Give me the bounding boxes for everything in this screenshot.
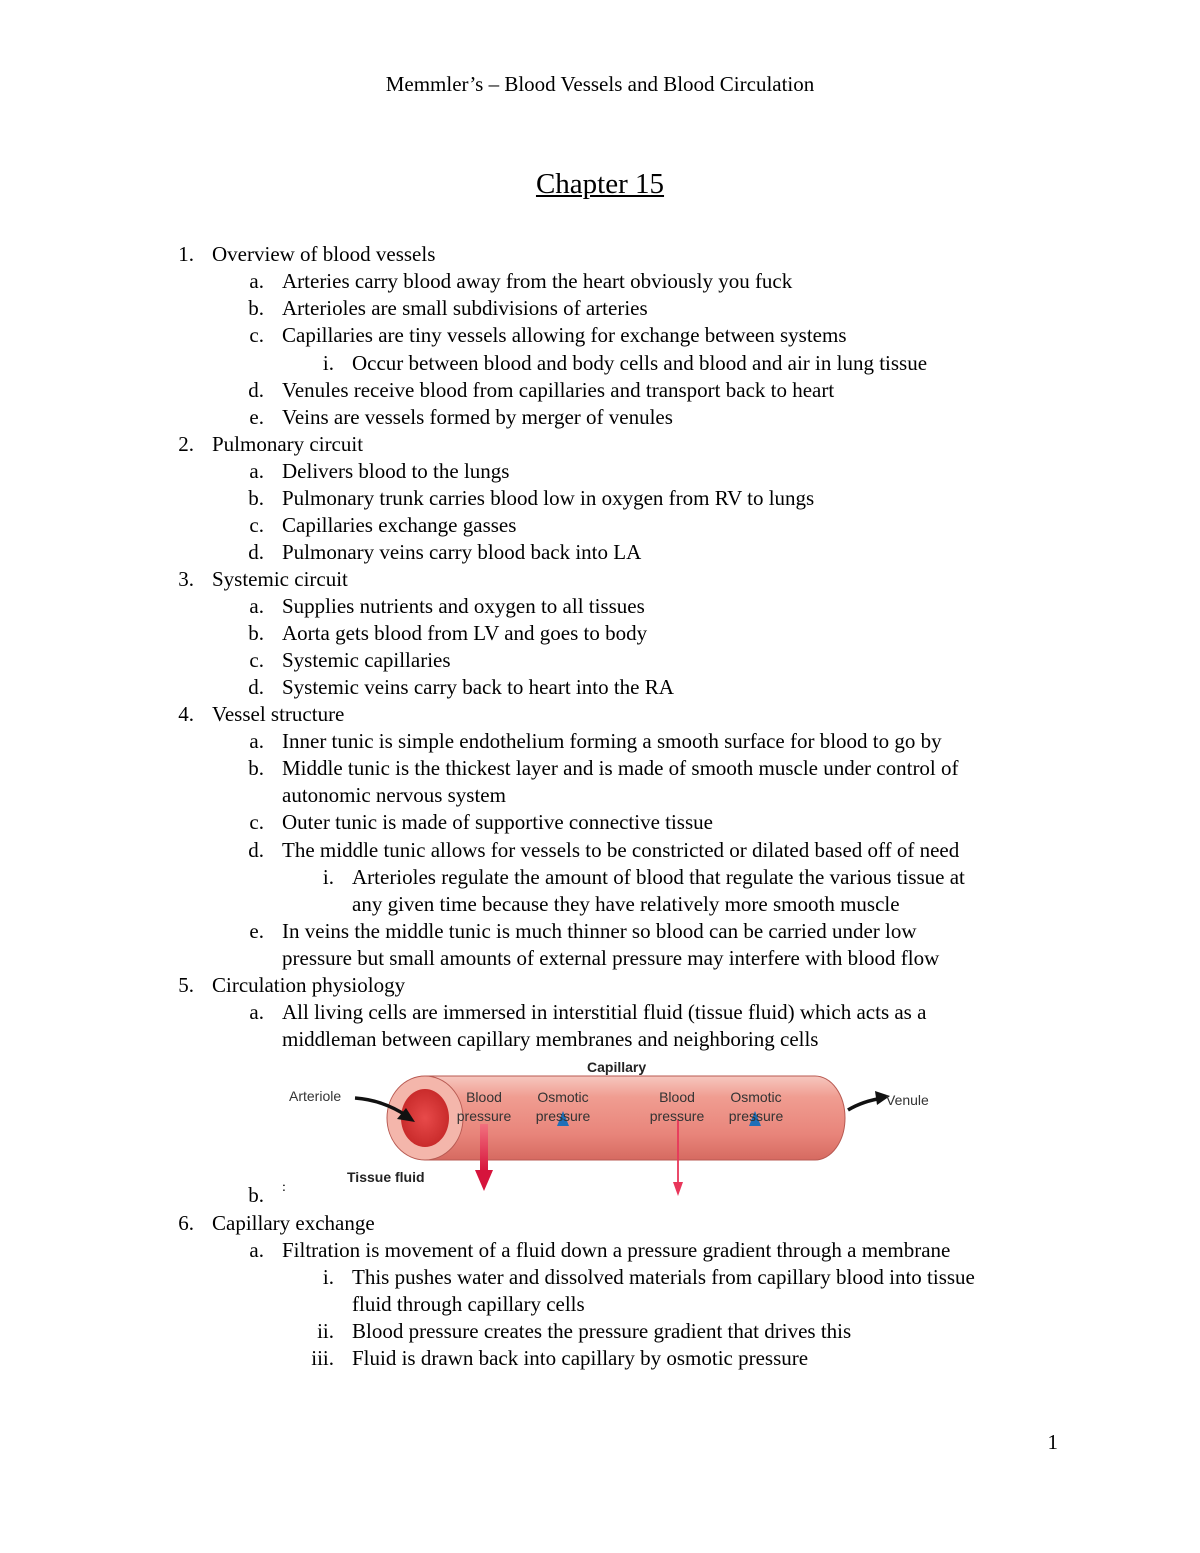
list-marker: 2. [178, 432, 194, 456]
blood-pressure-label-2: pressure [649, 1108, 705, 1124]
list-item: The middle tunic allows for vessels to be constricted or dilated based off of need [282, 838, 960, 862]
section-heading: Circulation physiology [212, 973, 406, 997]
list-item: Outer tunic is made of supportive connective tissue [282, 810, 713, 834]
page-header: Memmler’s – Blood Vessels and Blood Circulation [385, 72, 815, 96]
list-item: Arterioles are small subdivisions of arteries [282, 296, 648, 320]
list-marker: iii. [311, 1346, 334, 1370]
osmotic-pressure-label-1: Osmotic [537, 1089, 589, 1105]
venule-label: Venule [886, 1092, 929, 1108]
list-item: Supplies nutrients and oxygen to all tissues [282, 594, 645, 618]
list-marker: i. [322, 1265, 334, 1289]
section-heading: Pulmonary circuit [212, 432, 364, 456]
list-item: Fluid is drawn back into capillary by osmotic pressure [352, 1346, 809, 1370]
list-marker: d. [248, 378, 264, 402]
chapter-title: Chapter 15 [535, 168, 665, 200]
capillary-diagram [285, 1058, 945, 1198]
list-marker: c. [249, 323, 264, 347]
list-marker: c. [249, 648, 264, 672]
section-heading: Vessel structure [212, 702, 345, 726]
list-item: Middle tunic is the thickest layer and is made of smooth muscle under control of [282, 756, 959, 780]
list-marker: e. [249, 919, 264, 943]
list-marker: ii. [317, 1319, 334, 1343]
list-item: Occur between blood and body cells and blood and air in lung tissue [352, 351, 928, 375]
list-marker: c. [249, 513, 264, 537]
list-marker: 3. [178, 567, 194, 591]
list-marker: c. [249, 810, 264, 834]
list-item-continuation: middleman between capillary membranes and neighboring cells [282, 1027, 819, 1051]
blood-pressure-label-2: Blood [659, 1089, 695, 1105]
tissue-fluid-label: Tissue fluid [347, 1169, 425, 1185]
list-marker: a. [249, 269, 264, 293]
osmotic-pressure-label-1: pressure [535, 1108, 591, 1124]
list-marker: i. [322, 351, 334, 375]
list-item: Aorta gets blood from LV and goes to body [282, 621, 648, 645]
list-item-continuation: any given time because they have relatively more smooth muscle [352, 892, 900, 916]
list-marker: a. [249, 1000, 264, 1024]
list-item: Capillaries exchange gasses [282, 513, 517, 537]
list-item: Delivers blood to the lungs [282, 459, 510, 483]
list-marker: b. [248, 296, 264, 320]
osmotic-pressure-label-2: Osmotic [730, 1089, 782, 1105]
list-item: Capillaries are tiny vessels allowing for exchange between systems [282, 323, 847, 347]
list-item-continuation: autonomic nervous system [282, 783, 506, 807]
list-marker: b. [248, 486, 264, 510]
list-marker: d. [248, 675, 264, 699]
list-marker: b. [248, 621, 264, 645]
section-heading: Overview of blood vessels [212, 242, 436, 266]
list-item: : [282, 1180, 286, 1195]
list-marker: a. [249, 1238, 264, 1262]
list-marker: a. [249, 459, 264, 483]
list-item: Veins are vessels formed by merger of venules [282, 405, 673, 429]
list-item: Pulmonary veins carry blood back into LA [282, 540, 642, 564]
osmotic-pressure-label-2: pressure [728, 1108, 784, 1124]
list-item: Pulmonary trunk carries blood low in oxygen from RV to lungs [282, 486, 815, 510]
list-item: Arterioles regulate the amount of blood that regulate the various tissue at [352, 865, 965, 889]
list-item: In veins the middle tunic is much thinner so blood can be carried under low [282, 919, 917, 943]
blood-pressure-label-1: pressure [456, 1108, 512, 1124]
capillary-label: Capillary [587, 1059, 647, 1075]
list-marker: 4. [178, 702, 194, 726]
page-number: 1 [1047, 1430, 1058, 1454]
list-item-continuation: fluid through capillary cells [352, 1292, 585, 1316]
list-marker: 1. [178, 242, 194, 266]
blood-pressure-label-1: Blood [466, 1089, 502, 1105]
list-item-continuation: pressure but small amounts of external pressure may interfere with blood flow [282, 946, 940, 970]
list-item: Systemic veins carry back to heart into the RA [282, 675, 674, 699]
list-marker: i. [322, 865, 334, 889]
list-item: Venules receive blood from capillaries and transport back to heart [282, 378, 835, 402]
list-item: Filtration is movement of a fluid down a pressure gradient through a membrane [282, 1238, 951, 1262]
list-item: This pushes water and dissolved materials from capillary blood into tissue [352, 1265, 975, 1289]
section-heading: Systemic circuit [212, 567, 348, 591]
list-item: Blood pressure creates the pressure gradient that drives this [352, 1319, 852, 1343]
list-marker: b. [248, 1183, 264, 1207]
list-item: Inner tunic is simple endothelium forming a smooth surface for blood to go by [282, 729, 942, 753]
list-marker: d. [248, 540, 264, 564]
list-marker: 5. [178, 973, 194, 997]
list-marker: a. [249, 594, 264, 618]
list-marker: e. [249, 405, 264, 429]
list-marker: b. [248, 756, 264, 780]
arteriole-label: Arteriole [289, 1088, 342, 1104]
section-heading: Capillary exchange [212, 1211, 375, 1235]
list-item: Arteries carry blood away from the heart obviously you fuck [282, 269, 793, 293]
list-marker: d. [248, 838, 264, 862]
list-item: Systemic capillaries [282, 648, 451, 672]
list-marker: 6. [178, 1211, 194, 1235]
list-marker: a. [249, 729, 264, 753]
list-item: All living cells are immersed in interstitial fluid (tissue fluid) which acts as a [282, 1000, 927, 1024]
